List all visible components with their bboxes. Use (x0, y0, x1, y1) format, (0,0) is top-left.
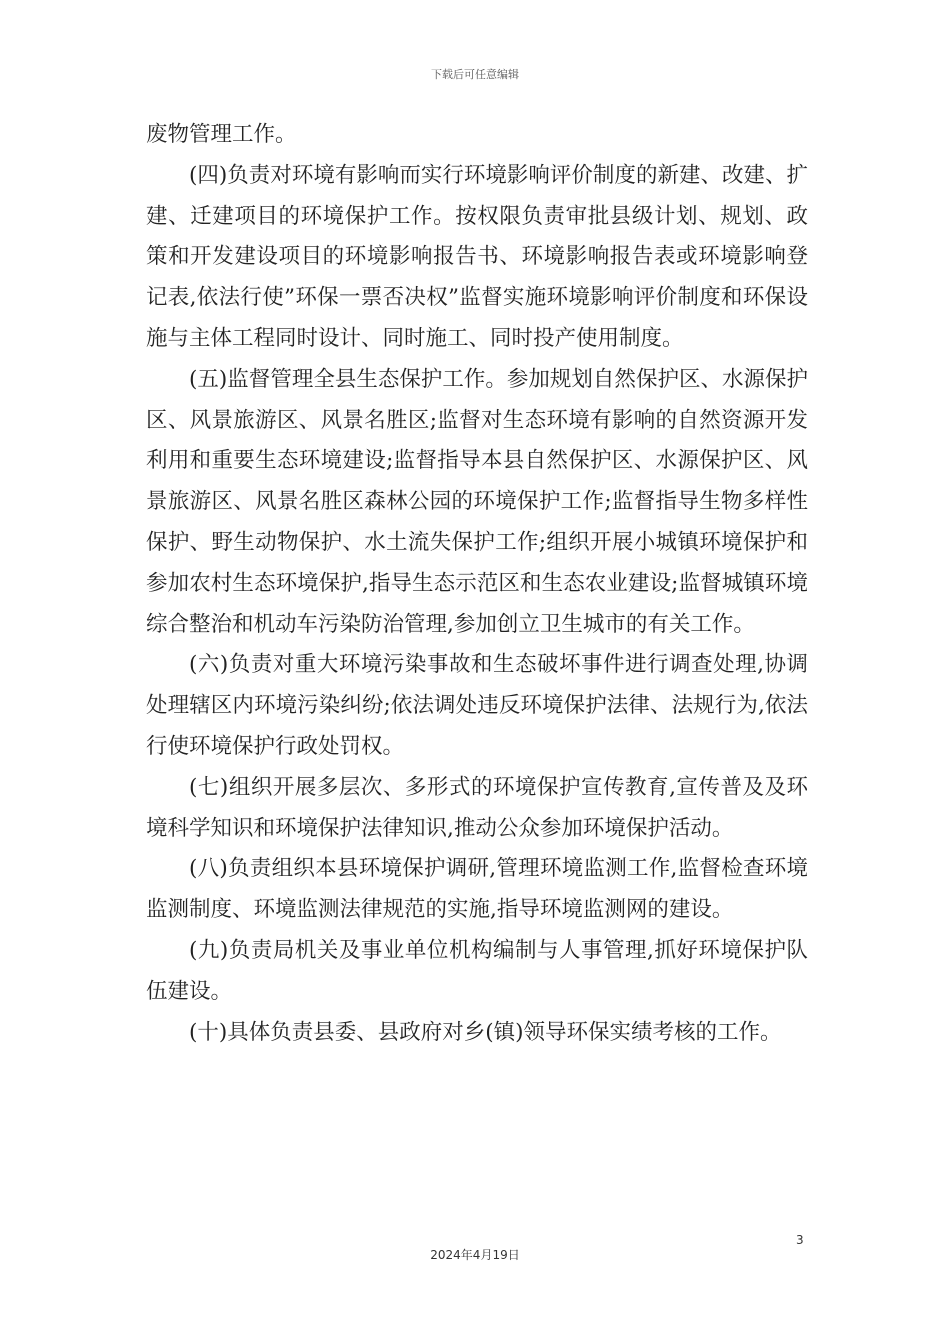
paragraph-continuation: 废物管理工作。 (146, 122, 297, 147)
paragraph-item-7: (七)组织开展多层次、多形式的环境保护宣传教育,宣传普及及环境科学知识和环境保护法律知识,推动公众参加环境保护活动。 (146, 774, 808, 841)
paragraph-item-9: (九)负责局机关及事业单位机构编制与人事管理,抓好环境保护队伍建设。 (146, 937, 808, 1004)
paragraph-item-8: (八)负责组织本县环境保护调研,管理环境监测工作,监督检查环境监测制度、环境监测法律规范的实施,指导环境监测网的建设。 (146, 856, 808, 923)
document-body (146, 115, 808, 1053)
page-header: 下载后可任意编辑 (431, 68, 519, 81)
paragraph-item-4: (四)负责对环境有影响而实行环境影响评价制度的新建、改建、扩建、迁建项目的环境保护工作。按权限负责审批县级计划、规划、政策和开发建设项目的环境影响报告书、环境影响报告表或环境影响登记表,依法行使”环保一票否决权”监督实施环境影响评价制度和环保设施与主体工程同时设计、同时施工、同时投产使用制度。 (146, 162, 808, 351)
paragraph-item-6: (六)负责对重大环境污染事故和生态破坏事件进行调查处理,协调处理辖区内环境污染纠纷;依法调处违反环境保护法律、法规行为,依法行使环境保护行政处罚权。 (146, 652, 808, 759)
page-number: 3 (796, 1233, 804, 1247)
footer-date: 2024年4月19日 (430, 1248, 520, 1262)
paragraph-item-10: (十)具体负责县委、县政府对乡(镇)领导环保实绩考核的工作。 (189, 1019, 782, 1045)
paragraph-item-5: (五)监督管理全县生态保护工作。参加规划自然保护区、水源保护区、风景旅游区、风景名胜区;监督对生态环境有影响的自然资源开发利用和重要生态环境建设;监督指导本县自然保护区、水源保护区、风景旅游区、风景名胜区森林公园的环境保护工作;监督指导生物多样性保护、野生动物保护、水土流失保护工作;组织开展小城镇环境保护和参加农村生态环境保护,指导生态示范区和生态农业建设;监督城镇环境综合整治和机动车污染防治管理,参加创立卫生城市的有关工作。 (146, 366, 808, 637)
